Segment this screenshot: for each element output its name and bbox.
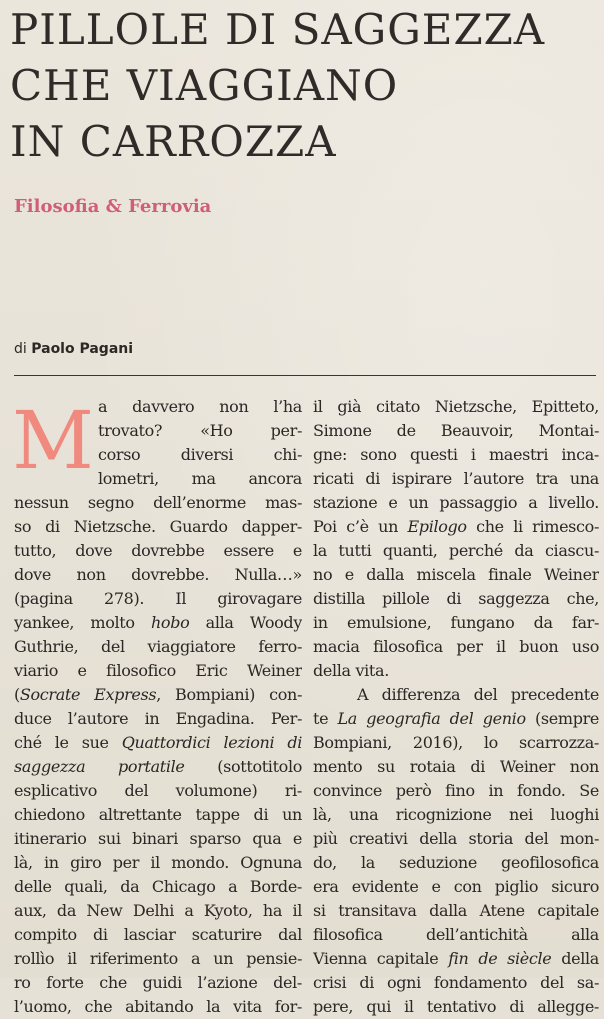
text-line: gne: sono questi i maestri inca-: [313, 445, 599, 464]
text-line: filosofica dell’antichità alla: [313, 925, 599, 944]
text-line: esplicativo del volumone) ri-: [14, 781, 302, 800]
byline-prefix: di: [14, 341, 27, 357]
text-line: Poi c’è un Epilogo che li rimesco-: [313, 517, 599, 536]
headline-line: PILLOLE DI SAGGEZZA: [10, 5, 546, 54]
text-line: la tutti quanti, perché da ciascu-: [313, 541, 599, 560]
headline-line: IN CARROZZA: [10, 117, 337, 166]
text-line: era evidente e con piglio sicuro: [313, 877, 599, 896]
text-line: delle quali, da Chicago a Borde-: [14, 877, 302, 896]
text-line: no e dalla miscela finale Weiner: [313, 565, 599, 584]
text-line: ché le sue Quattordici lezioni di: [14, 733, 302, 752]
drop-cap: M: [12, 394, 94, 487]
text-line: so di Nietzsche. Guardo dapper-: [14, 517, 302, 536]
text-line: saggezza portatile (sottotitolo: [14, 757, 302, 776]
text-line: corso diversi chi-: [98, 445, 302, 464]
text-line: a davvero non l’ha: [98, 397, 302, 416]
text-line: stazione e un passaggio a livello.: [313, 493, 599, 512]
text-line: convince però fino in fondo. Se: [313, 781, 599, 800]
text-line: ro forte che guidi l’azione del-: [14, 973, 302, 992]
text-line: là, in giro per il mondo. Ognuna: [14, 853, 302, 872]
section-kicker: Filosofia & Ferrovia: [14, 196, 212, 217]
text-line: Vienna capitale fin de siècle della: [313, 949, 599, 968]
text-line: chiedono altrettante tappe di un: [14, 805, 302, 824]
text-line: distilla pillole di saggezza che,: [313, 589, 599, 608]
text-line: in emulsione, fungano da far-: [313, 613, 599, 632]
text-line: là, una ricognizione nei luoghi: [313, 805, 599, 824]
text-line: trovato? «Ho per-: [98, 421, 302, 440]
text-line: più creativi della storia del mon-: [313, 829, 599, 848]
text-line: duce l’autore in Engadina. Per-: [14, 709, 302, 728]
text-line: yankee, molto hobo alla Woody: [14, 613, 302, 632]
text-line: l’uomo, che abitando la vita for-: [14, 997, 302, 1016]
headline: [10, 2, 600, 170]
text-line: Guthrie, del viaggiatore ferro-: [14, 637, 302, 656]
text-line: crisi di ogni fondamento del sa-: [313, 973, 599, 992]
text-line: Simone de Beauvoir, Montai-: [313, 421, 599, 440]
article-column-2: [313, 395, 599, 1019]
text-line: mento su rotaia di Weiner non: [313, 757, 599, 776]
text-line: nessun segno dell’enorme mas-: [14, 493, 302, 512]
text-line: (Socrate Express, Bompiani) con-: [14, 685, 302, 704]
text-line: tutto, dove dovrebbe essere e: [14, 541, 302, 560]
byline: [14, 341, 133, 357]
text-line: della vita.: [313, 661, 389, 680]
divider-rule: [14, 375, 596, 376]
text-line: te La geografia del genio (sempre: [313, 709, 599, 728]
text-line: viario e filosofico Eric Weiner: [14, 661, 302, 680]
text-line: il già citato Nietzsche, Epitteto,: [313, 397, 599, 416]
text-line: compito di lasciar scaturire dal: [14, 925, 302, 944]
text-line: itinerario sui binari sparso qua e: [14, 829, 302, 848]
article-column-1: [14, 395, 302, 1019]
text-line: ricati di ispirare l’autore tra una: [313, 469, 599, 488]
text-line: do, la seduzione geofilosofica: [313, 853, 599, 872]
byline-author: Paolo Pagani: [31, 341, 134, 357]
text-line: Bompiani, 2016), lo scarrozza-: [313, 733, 599, 752]
text-line: dove non dovrebbe. Nulla…»: [14, 565, 302, 584]
text-line: (pagina 278). Il girovagare: [14, 589, 302, 608]
text-line: pere, qui il tentativo di allegge-: [313, 997, 599, 1016]
text-line: A differenza del precedente: [357, 685, 599, 704]
text-line: macia filosofica per il buon uso: [313, 637, 599, 656]
text-line: aux, da New Delhi a Kyoto, ha il: [14, 901, 302, 920]
headline-line: CHE VIAGGIANO: [10, 61, 399, 110]
text-line: lometri, ma ancora: [98, 469, 302, 488]
text-line: si transitava dalla Atene capitale: [313, 901, 599, 920]
text-line: rollìo il riferimento a un pensie-: [14, 949, 302, 968]
